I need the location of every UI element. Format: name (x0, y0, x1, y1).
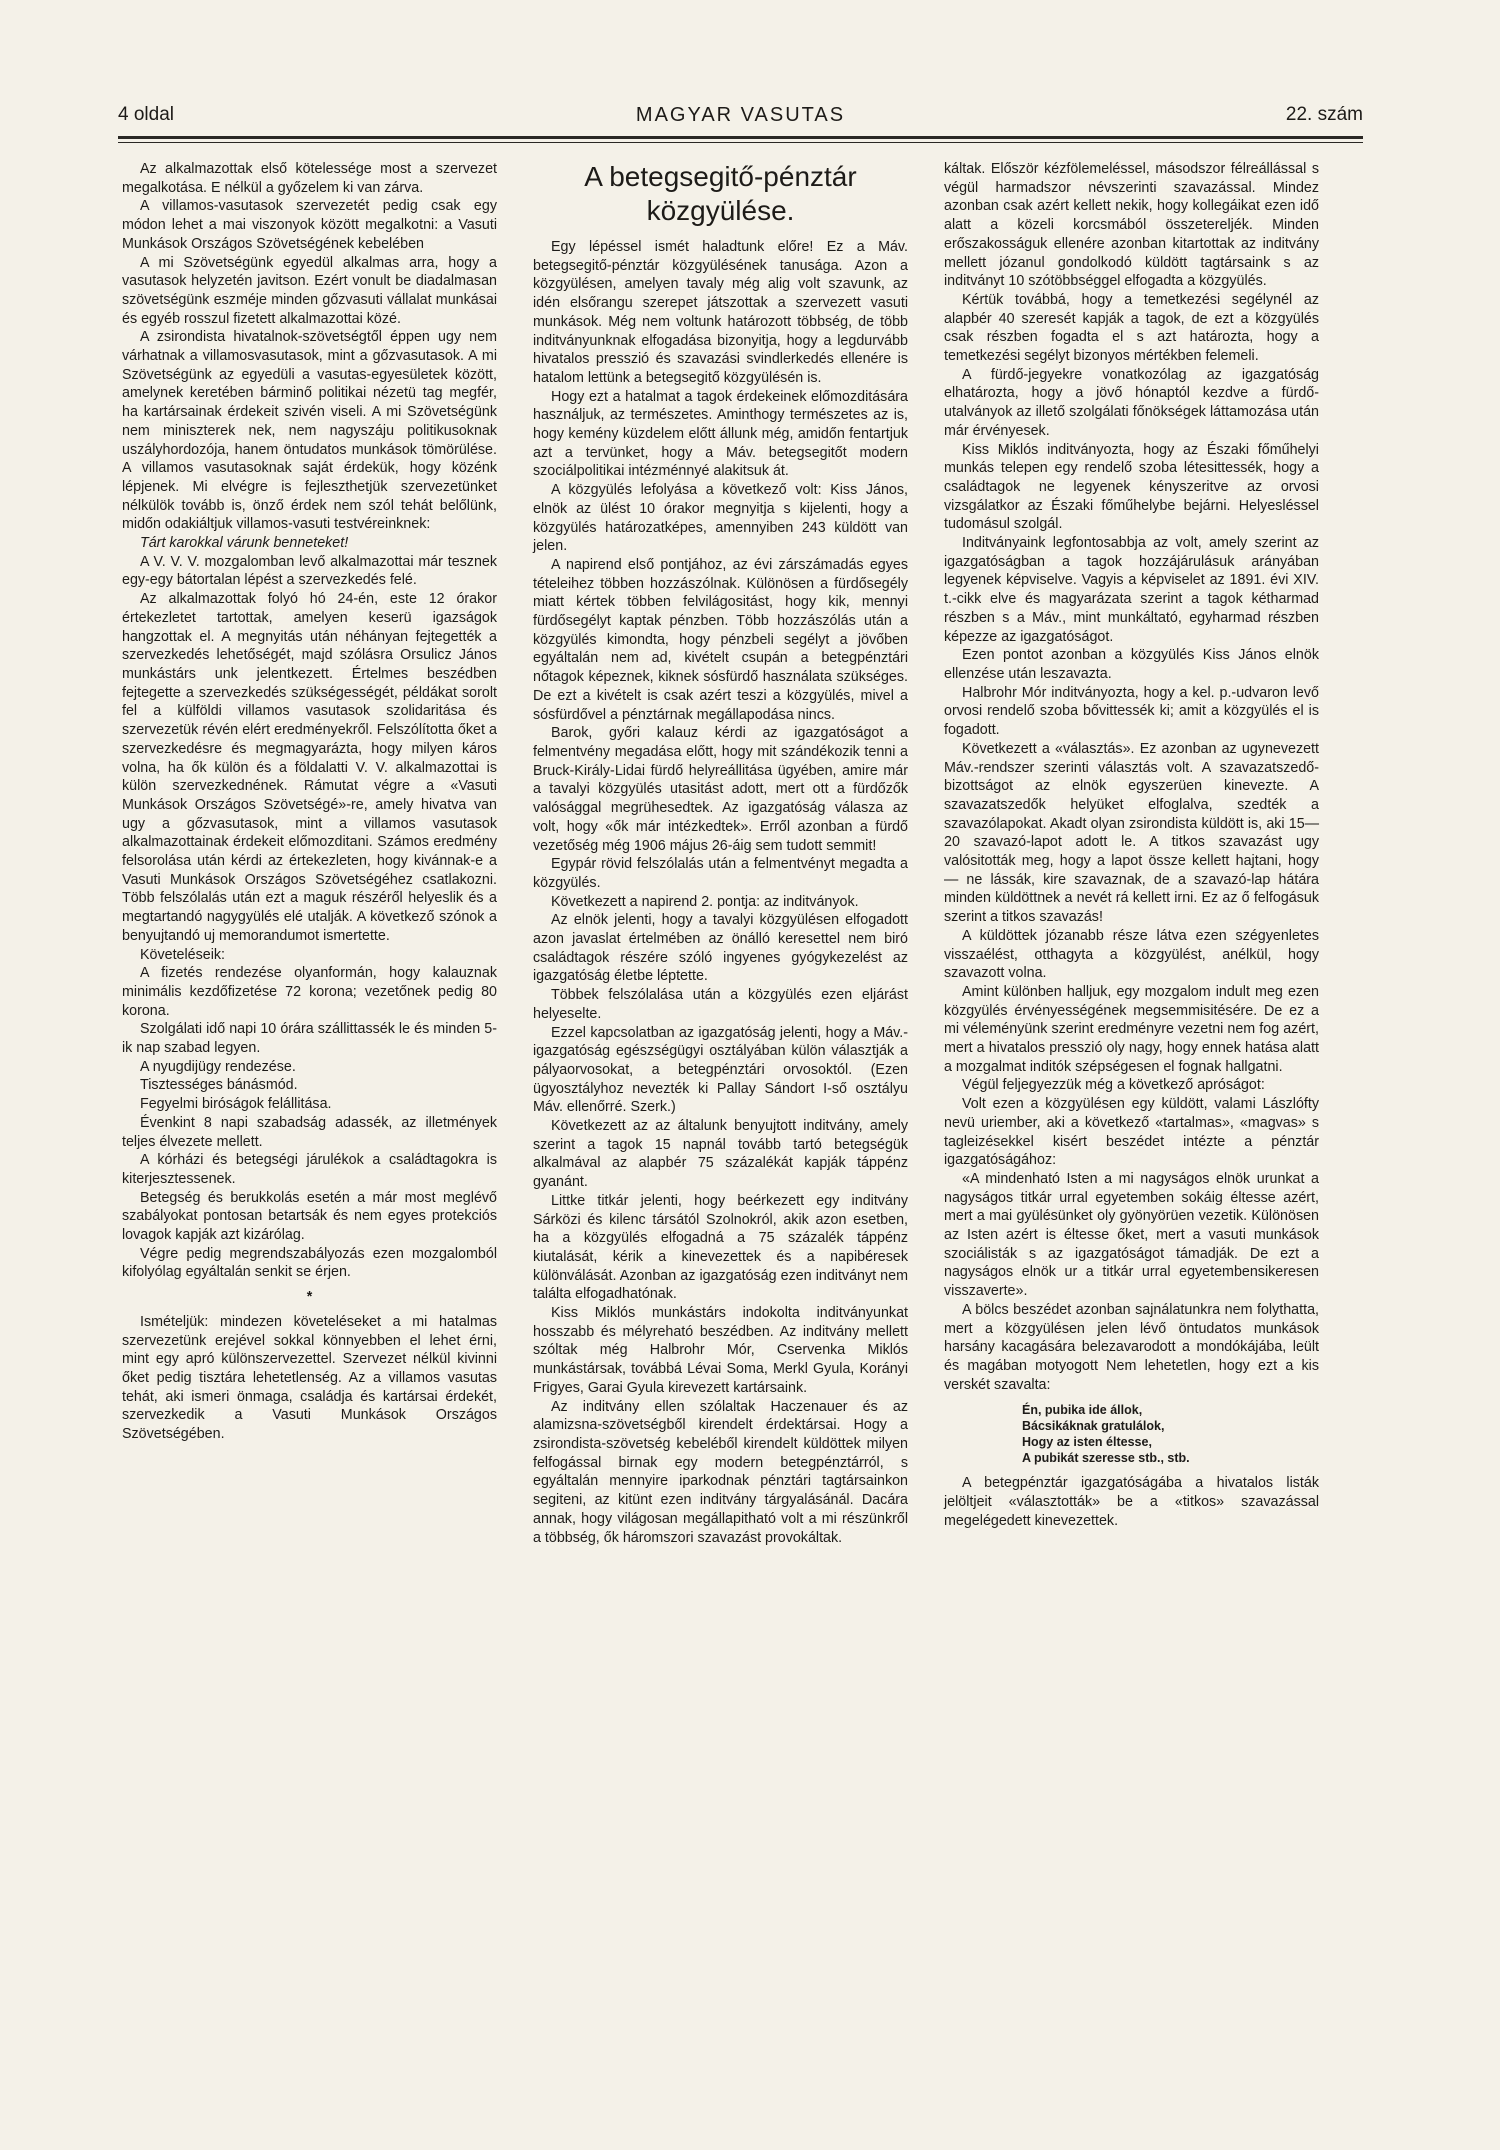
paragraph: Kértük továbbá, hogy a temetkezési segélynél az alapbér 40 szeresét kapják a tagok, de ezt a közgyülés csak részben fogadta el s azt határozta, hogy a temetkezési segélyt bizonyos mértékben felemeli. (944, 291, 1319, 365)
paragraph: Következett a «választás». Ez azonban az ugynevezett Máv.-rendszer szerinti választás volt. A szavazatszedő-bizottságot az elnök egyszerüen kinevezte. A szavazatszedők helyüket elfoglalva, szedték a szavazólapokat. Akadt olyan zsirondista küldött is, aki 15—20 szavazó-lapot adott le. A titkos szavazást ugy valósitották meg, hogy a lapot össze kellett hajtani, hogy — ne lássák, kire szavaznak, de a szavazó-lap hátára minden küldöttnek a nevét rá kellett irni. Ez az ő felfogásuk szerint a titkos szavazás! (944, 740, 1319, 926)
paragraph: Következett a napirend 2. pontja: az inditványok. (551, 893, 859, 910)
demand-item: Szolgálati idő napi 10 órára szállittassék le és minden 5-ik nap szabad legyen. (122, 1021, 497, 1057)
header-rule-thick (118, 136, 1363, 139)
paragraph: Egypár rövid felszólalás után a felmentvényt megadta a közgyülés. (533, 856, 908, 891)
paragraph: A villamos-vasutasok szervezetét pedig csak egy módon lehet a mai viszonyok között megalkotni: a Vasuti Munkások Országos Szövetségének kebelében (122, 198, 497, 252)
paragraph: Az inditvány ellen szólaltak Haczenauer és az alamizsna-szövetségből kirendelt érdektársai. Hogy a zsirondista-szövetség kebeléből kirendelt küldöttek milyen felfogással birnak egy modern betegpénztárról, s egyáltalán mennyire iparkodnak pénztári tagtársainkon segiteni, az kitünt ezen inditvány tárgyalásánál. Dacára annak, hogy világosan megállapitható volt a mi részünkről a többség, ők háromszori szavazást provokáltak. (533, 1398, 908, 1546)
poem (1022, 1402, 1319, 1466)
section-separator: * (306, 1289, 313, 1306)
paper-title: MAGYAR VASUTAS (635, 104, 846, 126)
paragraph: Kiss Miklós inditványozta, hogy az Északi főműhelyi munkás telepen egy rendelő szoba létesittessék, hogy a családtagok ne legyenek kényszeritve az orvosi vizsgálatkor az Északi főműhelybe bejárni. Helyesléssel tudomásul szolgál. (944, 441, 1319, 533)
paragraph: Ezen pontot azonban a közgyülés Kiss János elnök ellenzése után leszavazta. (944, 647, 1319, 682)
paragraph: Kiss Miklós munkástárs indokolta inditványunkat hosszabb és mélyreható beszédben. Az inditvány mellett szóltak még Halbrohr Mór, Cservenka Miklós munkástársak, továbbá Lévai Soma, Merkl Gyula, Korányi Frigyes, Garai Gyula kirevezett kartársaink. (533, 1305, 908, 1396)
poem-line: Bácsikáknak gratulálok, (1022, 1419, 1165, 1434)
paragraph: Végül feljegyezzük még a következő apróságot: (962, 1077, 1265, 1094)
paragraph: A zsirondista hivatalnok-szövetségtől éppen ugy nem várhatnak a villamosvasutasok, mint a gőzvasutasok. A mi Szövetségünk az egyedüli a vasutas-egyesületek között, amelynek keretében bárminő politikai nézetü tag megfér, ha kartársainak érdekeit szivén viseli. A mi Szövetségünk nem miniszterek nek, nem nagyszáju politikusoknak uszályhordozója, hanem öntudatos munkások tömörülése. A villamos vasutasoknak saját érdekük, hogy közénk lépjenek. Mi elvégre is fejleszthetjük szervezetünket nélkülök tovább is, önző érdek nem szól tehát belőlünk, midőn odakiáltjuk villamos-vasuti testvéreinknek: (122, 329, 497, 533)
demand-item: Tisztességes bánásmód. (140, 1077, 298, 1094)
paragraph: Ezzel kapcsolatban az igazgatóság jelenti, hogy a Máv.-igazgatóság egészségügyi osztályában külön választják a pályaorvosokat, a betegpénztári orvosoktól. (Ezen ügyosztályhoz nevezték ki Pallay Sándort I-ső osztályu Máv. ellenőrré. Szerk.) (533, 1024, 908, 1116)
demands-heading: Követeléseik: (140, 946, 226, 963)
closing-paragraph: A betegpénztár igazgatóságába a hivatalos listák jelöltjeit «választották» be a «titkos» szavazással megelégedett kinevezettek. (944, 1475, 1319, 1529)
page-number: 4 oldal (118, 104, 174, 125)
demand-item: Fegyelmi biróságok felállitása. (140, 1096, 332, 1113)
paragraph: Többek felszólalása után a közgyülés ezen eljárást helyeselte. (533, 987, 908, 1022)
poem-line: Én, pubika ide állok, (1022, 1403, 1143, 1418)
column-2 (533, 160, 908, 1547)
paragraph: A mi Szövetségünk egyedül alkalmas arra, hogy a vasutasok helyzetén javitson. Ezért vonult be diadalmasan szövetségünk eszméje minden gőzvasuti vállalat munkásai és egyéb rosszul fizetett alkalmazottai közé. (122, 254, 497, 327)
issue-number: 22. szám (1285, 104, 1363, 125)
paragraph: Volt ezen a közgyülésen egy küldött, valami Lászlófty nevü uriember, aki a következő «tartalmas», «magvas» s tagleizésekkel kisért beszédet intézte a pénztár igazgatóságához: (944, 1096, 1319, 1169)
demand-item: A kórházi és betegségi járulékok a családtagokra is kiterjesztessenek. (122, 1152, 497, 1187)
demand-item: Betegség és berukkolás esetén a már most meglévő szabályokat pontosan betartsák és nem egyes protekciós lovagok kapják azt kizárólag. (122, 1189, 497, 1244)
slogan: Tárt karokkal várunk benneteket! (140, 535, 349, 552)
paragraph: Amint különben halljuk, egy mozgalom indult meg ezen közgyülés érvényességének megsemmisitésére. De ez a mi véleményünk szerint eredményre vezetni nem fog azért, mert a hivatalos presszió oly nagy, hogy ennek hatása alatt a mozgalmat inditók szépségesen el fognak hallgatni. (944, 983, 1319, 1075)
demand-item: A fizetés rendezése olyanformán, hogy kalauznak minimális kezdőfizetése 72 korona; vezetőnek pedig 80 korona. (122, 965, 497, 1019)
column-3 (944, 160, 1319, 1531)
demand-item: A nyugdijügy rendezése. (140, 1058, 296, 1075)
column-1 (122, 160, 497, 1444)
quoted-speech: «A mindenható Isten a mi nagyságos elnök urunkat a nagyságos titkár urral egyetemben sokáig éltesse azért, mert a mai gyülésünket oly gyönyörüen vezetik. Különösen az Isten azért is éltesse őket, mert a vasuti munkások szociálisták s az igazgatóságot támadják. De ezt a nagyságos elnök ur a titkár urral egyetembensikeresen visszaverte». (944, 1170, 1319, 1300)
paragraph: Az alkalmazottak első kötelessége most a szervezet megalkotása. E nélkül a győzelem ki van zárva. (122, 161, 497, 196)
demand-item: Végre pedig megrendszabályozás ezen mozgalomból kifolyólag egyáltalán senkit se érjen. (122, 1245, 497, 1281)
paragraph: Következett az az általunk benyujtott inditvány, amely szerint a tagok 15 napnál tovább tartó betegségük alkalmával az alapbér 75 százalékát kapják táppénz gyanánt. (533, 1118, 908, 1191)
paragraph: Ismételjük: mindezen követeléseket a mi hatalmas szervezetünk erejével sokkal könnyebben el lehet érni, mint egy apró különszervezettel. Szervezet nélkül kivinni őket pedig tisztára lehetetlenség. Az a villamos vasutas tehát, aki ismeri önmaga, családja és kartársai érdekét, szervezkedik a Vasuti Munkások Országos Szövetségében. (122, 1313, 497, 1443)
page-header (118, 96, 1363, 136)
paragraph: A bölcs beszédet azonban sajnálatunkra nem folythatta, mert a közgyülésen jelen lévő öntudatos munkások harsány kacagására belezavarodott a mondókájába, leült és magában motyogott Nem lehetetlen, hogy ezt a kis verskét szavalta: (944, 1301, 1319, 1393)
paragraph: Halbrohr Mór inditványozta, hogy a kel. p.-udvaron levő orvosi rendelő szoba bővittessék ki; amit a közgyülés el is fogadott. (944, 684, 1319, 739)
paragraph: A közgyülés lefolyása a következő volt: Kiss János, elnök az ülést 10 órakor megnyitja s kijelenti, hogy a közgyülés határozatképes, amennyiben 243 küldött van jelen. (533, 482, 908, 555)
paragraph: A V. V. V. mozgalomban levő alkalmazottai már tesznek egy-egy bátortalan lépést a szervezkedés felé. (122, 553, 497, 589)
paragraph: Hogy ezt a hatalmat a tagok érdekeinek előmozditására használjuk, az természetes. Aminthogy természetes az is, hogy kemény küzdelem előtt állunk még, amidőn fentartjuk azt a tervünket, hogy a Máv. betegsegitőt modern szociálpolitikai intézménnyé alakitsuk át. (533, 388, 908, 480)
paragraph: A napirend első pontjához, az évi zárszámadás egyes tételeihez többen hozzászólnak. Különösen a fürdősegély miatt kértek többen felvilágositást, hogy kik, mennyi fürdősegélyt kaptak pénzben. Több hozzászólás után a közgyülés kimondta, hogy pénzbeli segélyt a jövőben egyáltalán nem ad, kivételt csupán a betegpénztári nőtagok képeznek, kiknek sósfürdő használata szükséges. De ezt a kivételt is csak azért teszi a közgyülés, mivel a sósfürdővel a pénztárnak megállapodása nincs. (533, 556, 908, 723)
paragraph: Barok, győri kalauz kérdi az igazgatóságot a felmentvény megadása előtt, hogy mit szándékozik tenni a Bruck-Király-Lidai fürdő helyreállitása ügyében, amire már a tavalyi közgyülés utasitást adott, mert ott a fürdőzők valósággal megrühesedtek. Az igazgatóság válasza az volt, hogy «ők már intézkedtek». Erről azonban a fürdő vezetőség még 1906 május 26-áig sem tudott semmit! (533, 725, 908, 854)
paragraph: Inditványaink legfontosabbja az volt, amely szerint az igazgatóságban a tagok hozzájárulásuk arányában legyenek képviselve. Vagyis a képviselet az 1891. évi XIV. t.-cikk elve és magyarázata szerint a tagok kétharmad részben s a Máv., mint munkáltató, egyharmad részben képezze az igazgatóságot. (944, 535, 1319, 645)
paragraph: Az alkalmazottak folyó hó 24-én, este 12 órakor értekezletet tartottak, amelyen keserü igazságok hangzottak el. A megnyitás után néhányan fejtegették a szervezkedés lehetőségét, majd szólásra Orsulicz János munkástárs unk jelentkezett. Értelmes beszédben fejtegette a szervezkedés szükségességét, példákat sorolt fel a külföldi villamos vasutasok szolidaritása és szervezetük révén elért eredményekről. Felszólította őket a szervezkedésre és megmagyarázta, hogy milyen káros volna, ha ők külön és a földalatti V. V. alkalmazottai is külön szervezkednének. Rámutat végre a «Vasuti Munkások Országos Szövetségé»-re, amely hivatva van ugy a gőzvasutasok, mint a villamos vasutasok alkalmazottainak érdekeit előmozditani. Számos eredmény felsorolása után kérdi az értekezleten, hogy kivánnak-e a Vasuti Munkások Országos Szövetségéhez csatlakozni. Több felszólalás után ezt a maguk részéről helyeslik és a megtartandó nagygyülés elé utalják. A következő szónok a benyujtandó uj memorandumot ismertette. (122, 591, 497, 944)
paragraph: A fürdő-jegyekre vonatkozólag az igazgatóság elhatározta, hogy a jövő hónaptól kezdve a fürdő-utalványok az illető szolgálati főnökségek láttamozása után már érvényesek. (944, 366, 1319, 439)
paragraph: A küldöttek józanabb része látva ezen szégyenletes visszaélést, otthagyta a közgyülést, anélkül, hogy szavazott volna. (944, 927, 1319, 982)
poem-line: Hogy az isten éltesse, (1022, 1435, 1152, 1450)
paragraph: Littke titkár jelenti, hogy beérkezett egy inditvány Sárközi és kilenc társától Szolnokról, akik azon esetben, ha a közgyülés elfogadná a 75 százalék táppénz kiutalását, kérik a kinevezettek és a napibéresek különválását. Azonban az igazgatóság ezen inditványt nem találta elfogadhatónak. (533, 1192, 908, 1303)
paragraph: káltak. Először kézfölemeléssel, másodszor félreállással s végül harmadszor névszerinti szavazással. Mindez azonban csak azért kellett nekik, hogy kollegáikat ezen idő alatt a közeli korcsmából összetereljék. Minden erőszakosságuk ellenére azonban kitartottak az inditvány mellett józanul gondolkodó küldött tagtársaink s az inditványt 10 szótöbbséggel elfogadta a közgyülés. (944, 161, 1319, 290)
paragraph: Az elnök jelenti, hogy a tavalyi közgyülésen elfogadott azon javaslat értelmében az önálló keresettel nem biró családtagok részére szóló ingyenes gyógykezelést az igazgatóság életbe léptette. (533, 912, 908, 985)
poem-line: A pubikát szeresse stb., stb. (1022, 1451, 1190, 1466)
header-rule-thin (118, 142, 1363, 143)
paragraph: Egy lépéssel ismét haladtunk előre! Ez a Máv. betegsegitő-pénztár közgyülésének tanusága. Azon a közgyülésen, amelyen tavaly még alig volt szavunk, az idén elsőrangu szerepet játszottak a szervezett vasuti munkások. Még nem voltunk határozott többség, de több inditványunknak elfogadása bizonyitja, hogy a legdurvább hivatalos presszió és szavazási svindlerkedés ellenére is hatalom lettünk a betegsegitő közgyülésén is. (533, 239, 908, 386)
article-heading: A betegsegitő-pénztár közgyülése. (584, 161, 857, 226)
demand-item: Évenkint 8 napi szabadság adassék, az illetmények teljes élvezete mellett. (122, 1114, 497, 1150)
